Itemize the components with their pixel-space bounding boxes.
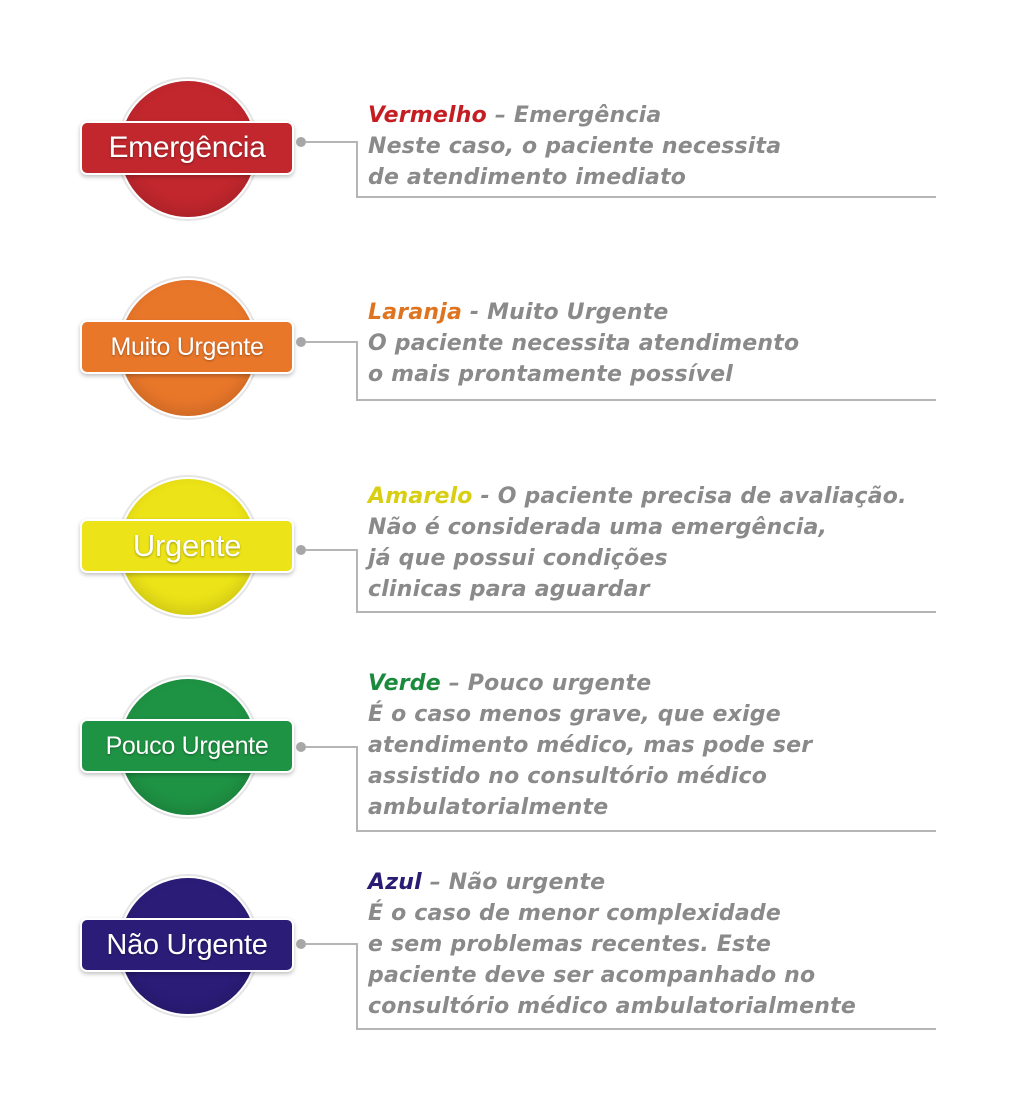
description-heading — [368, 481, 968, 512]
very-urgent-badge: Muito Urgente — [80, 320, 294, 374]
color-name: Amarelo — [368, 484, 473, 509]
underline — [356, 399, 936, 401]
connector-vertical — [356, 943, 358, 1029]
connector-dot — [296, 742, 306, 752]
description-line: O paciente necessita atendimento — [368, 331, 800, 356]
separator: – — [486, 103, 514, 128]
connector-vertical — [356, 549, 358, 612]
separator: – — [421, 870, 449, 895]
description-line: o mais prontamente possível — [368, 362, 733, 387]
level-title: O paciente precisa de avaliação. — [497, 484, 907, 509]
description-heading — [368, 668, 968, 699]
underline — [356, 830, 936, 832]
description-heading — [368, 100, 968, 131]
description-line: assistido no consultório médico — [368, 764, 768, 789]
level-title: Pouco urgente — [467, 671, 652, 696]
color-name: Vermelho — [368, 103, 487, 128]
description-line: É o caso de menor complexidade — [368, 901, 781, 926]
description-line: consultório médico ambulatorialmente — [368, 994, 856, 1019]
description-line: ambulatorialmente — [368, 795, 609, 820]
connector-dot — [296, 137, 306, 147]
description-line: clinicas para aguardar — [368, 577, 650, 602]
description-line: atendimento médico, mas pode ser — [368, 733, 813, 758]
description-line: paciente deve ser acompanhado no — [368, 963, 816, 988]
description-heading — [368, 867, 968, 898]
level-title: Emergência — [513, 103, 662, 128]
color-name: Azul — [368, 870, 422, 895]
red-description — [368, 100, 968, 193]
underline — [356, 611, 936, 613]
level-title: Não urgente — [448, 870, 606, 895]
little-urgent-badge: Pouco Urgente — [80, 719, 294, 773]
description-line: Não é considerada uma emergência, — [368, 515, 828, 540]
connector-line — [306, 549, 358, 551]
color-name: Verde — [368, 671, 441, 696]
description-heading — [368, 297, 968, 328]
orange-description — [368, 297, 968, 390]
connector-vertical — [356, 141, 358, 197]
connector-line — [306, 943, 358, 945]
yellow-description — [368, 481, 968, 605]
connector-dot — [296, 337, 306, 347]
separator: - — [472, 484, 498, 509]
separator: – — [440, 671, 468, 696]
color-name: Laranja — [368, 300, 463, 325]
green-description — [368, 668, 968, 823]
connector-vertical — [356, 746, 358, 831]
underline — [356, 1028, 936, 1030]
description-line: Neste caso, o paciente necessita — [368, 134, 782, 159]
description-line: de atendimento imediato — [368, 165, 687, 190]
not-urgent-badge: Não Urgente — [80, 918, 294, 972]
level-title: Muito Urgente — [487, 300, 669, 325]
description-line: e sem problemas recentes. Este — [368, 932, 772, 957]
description-line: já que possui condições — [368, 546, 668, 571]
urgent-badge: Urgente — [80, 519, 294, 573]
connector-line — [306, 746, 358, 748]
description-line: É o caso menos grave, que exige — [368, 702, 781, 727]
underline — [356, 196, 936, 198]
separator: - — [462, 300, 488, 325]
connector-vertical — [356, 341, 358, 400]
blue-description — [368, 867, 968, 1022]
connector-line — [306, 341, 358, 343]
connector-dot — [296, 545, 306, 555]
connector-dot — [296, 939, 306, 949]
emergency-badge: Emergência — [80, 121, 294, 175]
connector-line — [306, 141, 358, 143]
